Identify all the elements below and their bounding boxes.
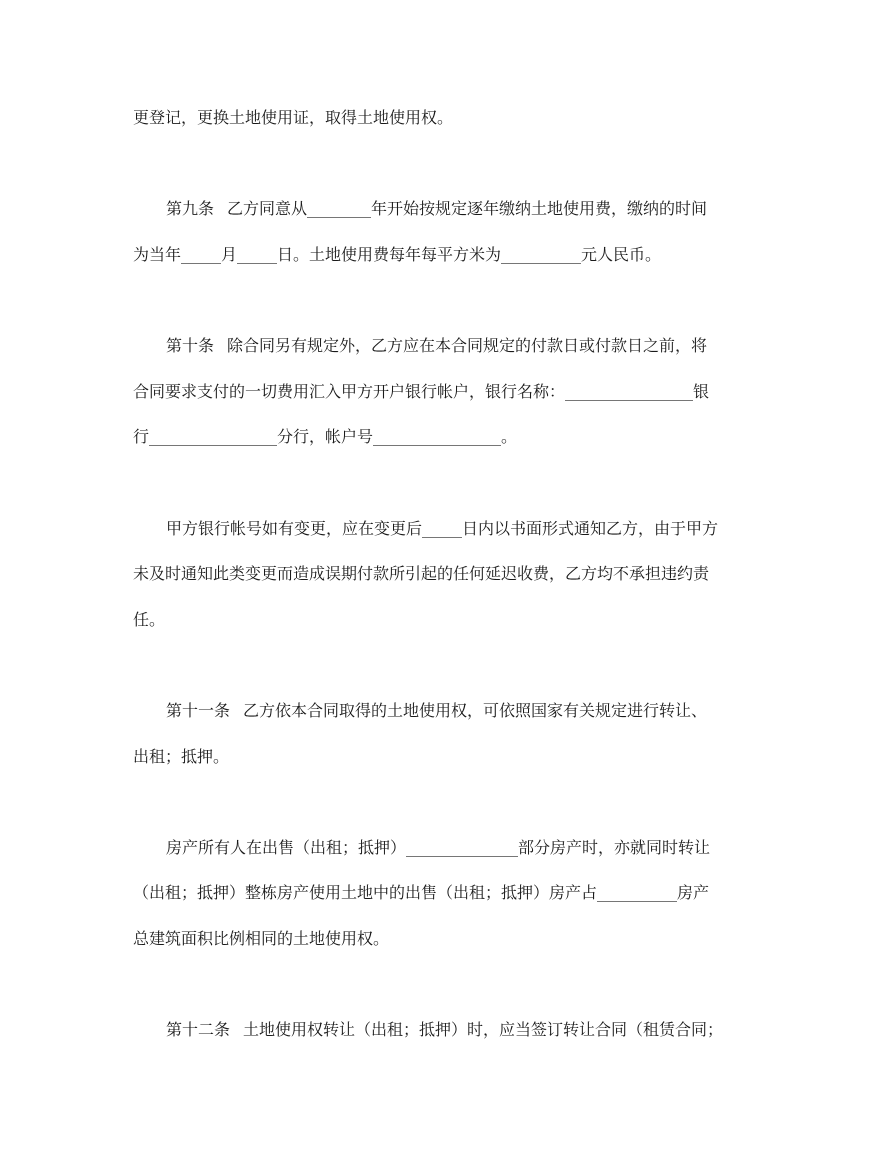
article-heading: 第九条 xyxy=(166,199,215,218)
article-12-line-1: 第十二条 土地使用权转让（出租；抵押）时，应当签订转让合同（租赁合同； xyxy=(166,1020,724,1039)
article-heading: 第十二条 xyxy=(166,1020,231,1039)
article-heading: 第十条 xyxy=(166,336,215,355)
article-11-line-2: 出租；抵押。 xyxy=(133,747,230,766)
article-11-line-1: 第十一条 乙方依本合同取得的土地使用权，可依照国家有关规定进行转让、 xyxy=(166,701,708,720)
paragraph-line: 未及时通知此类变更而造成误期付款所引起的任何延迟收费，乙方均不承担违约责 xyxy=(133,564,710,583)
article-10-line-1: 第十条 除合同另有规定外，乙方应在本合同规定的付款日或付款日之前，将 xyxy=(166,336,708,355)
article-9-line-2: 为当年_____月_____日。土地使用费每年每平方米为__________元人民币。 xyxy=(133,245,662,264)
paragraph-line: 房产所有人在出售（出租；抵押）______________部分房产时，亦就同时转让 xyxy=(166,838,711,857)
article-10-line-3: 行________________分行，帐户号________________。 xyxy=(133,427,518,446)
article-10-line-2: 合同要求支付的一切费用汇入甲方开户银行帐户，银行名称：________________银 xyxy=(133,382,710,401)
article-heading: 第十一条 xyxy=(166,701,231,720)
paragraph-line: 任。 xyxy=(133,610,166,629)
article-9-line-1: 第九条 乙方同意从________年开始按规定逐年缴纳土地使用费，缴纳的时间 xyxy=(166,199,708,218)
paragraph-line: （出租；抵押）整栋房产使用土地中的出售（出租；抵押）房产占__________房产 xyxy=(133,883,710,902)
paragraph-line: 更登记，更换土地使用证，取得土地使用权。 xyxy=(133,108,454,127)
paragraph-line: 总建筑面积比例相同的土地使用权。 xyxy=(133,929,390,948)
paragraph-line: 甲方银行帐号如有变更，应在变更后_____日内以书面形式通知乙方，由于甲方 xyxy=(166,519,719,538)
